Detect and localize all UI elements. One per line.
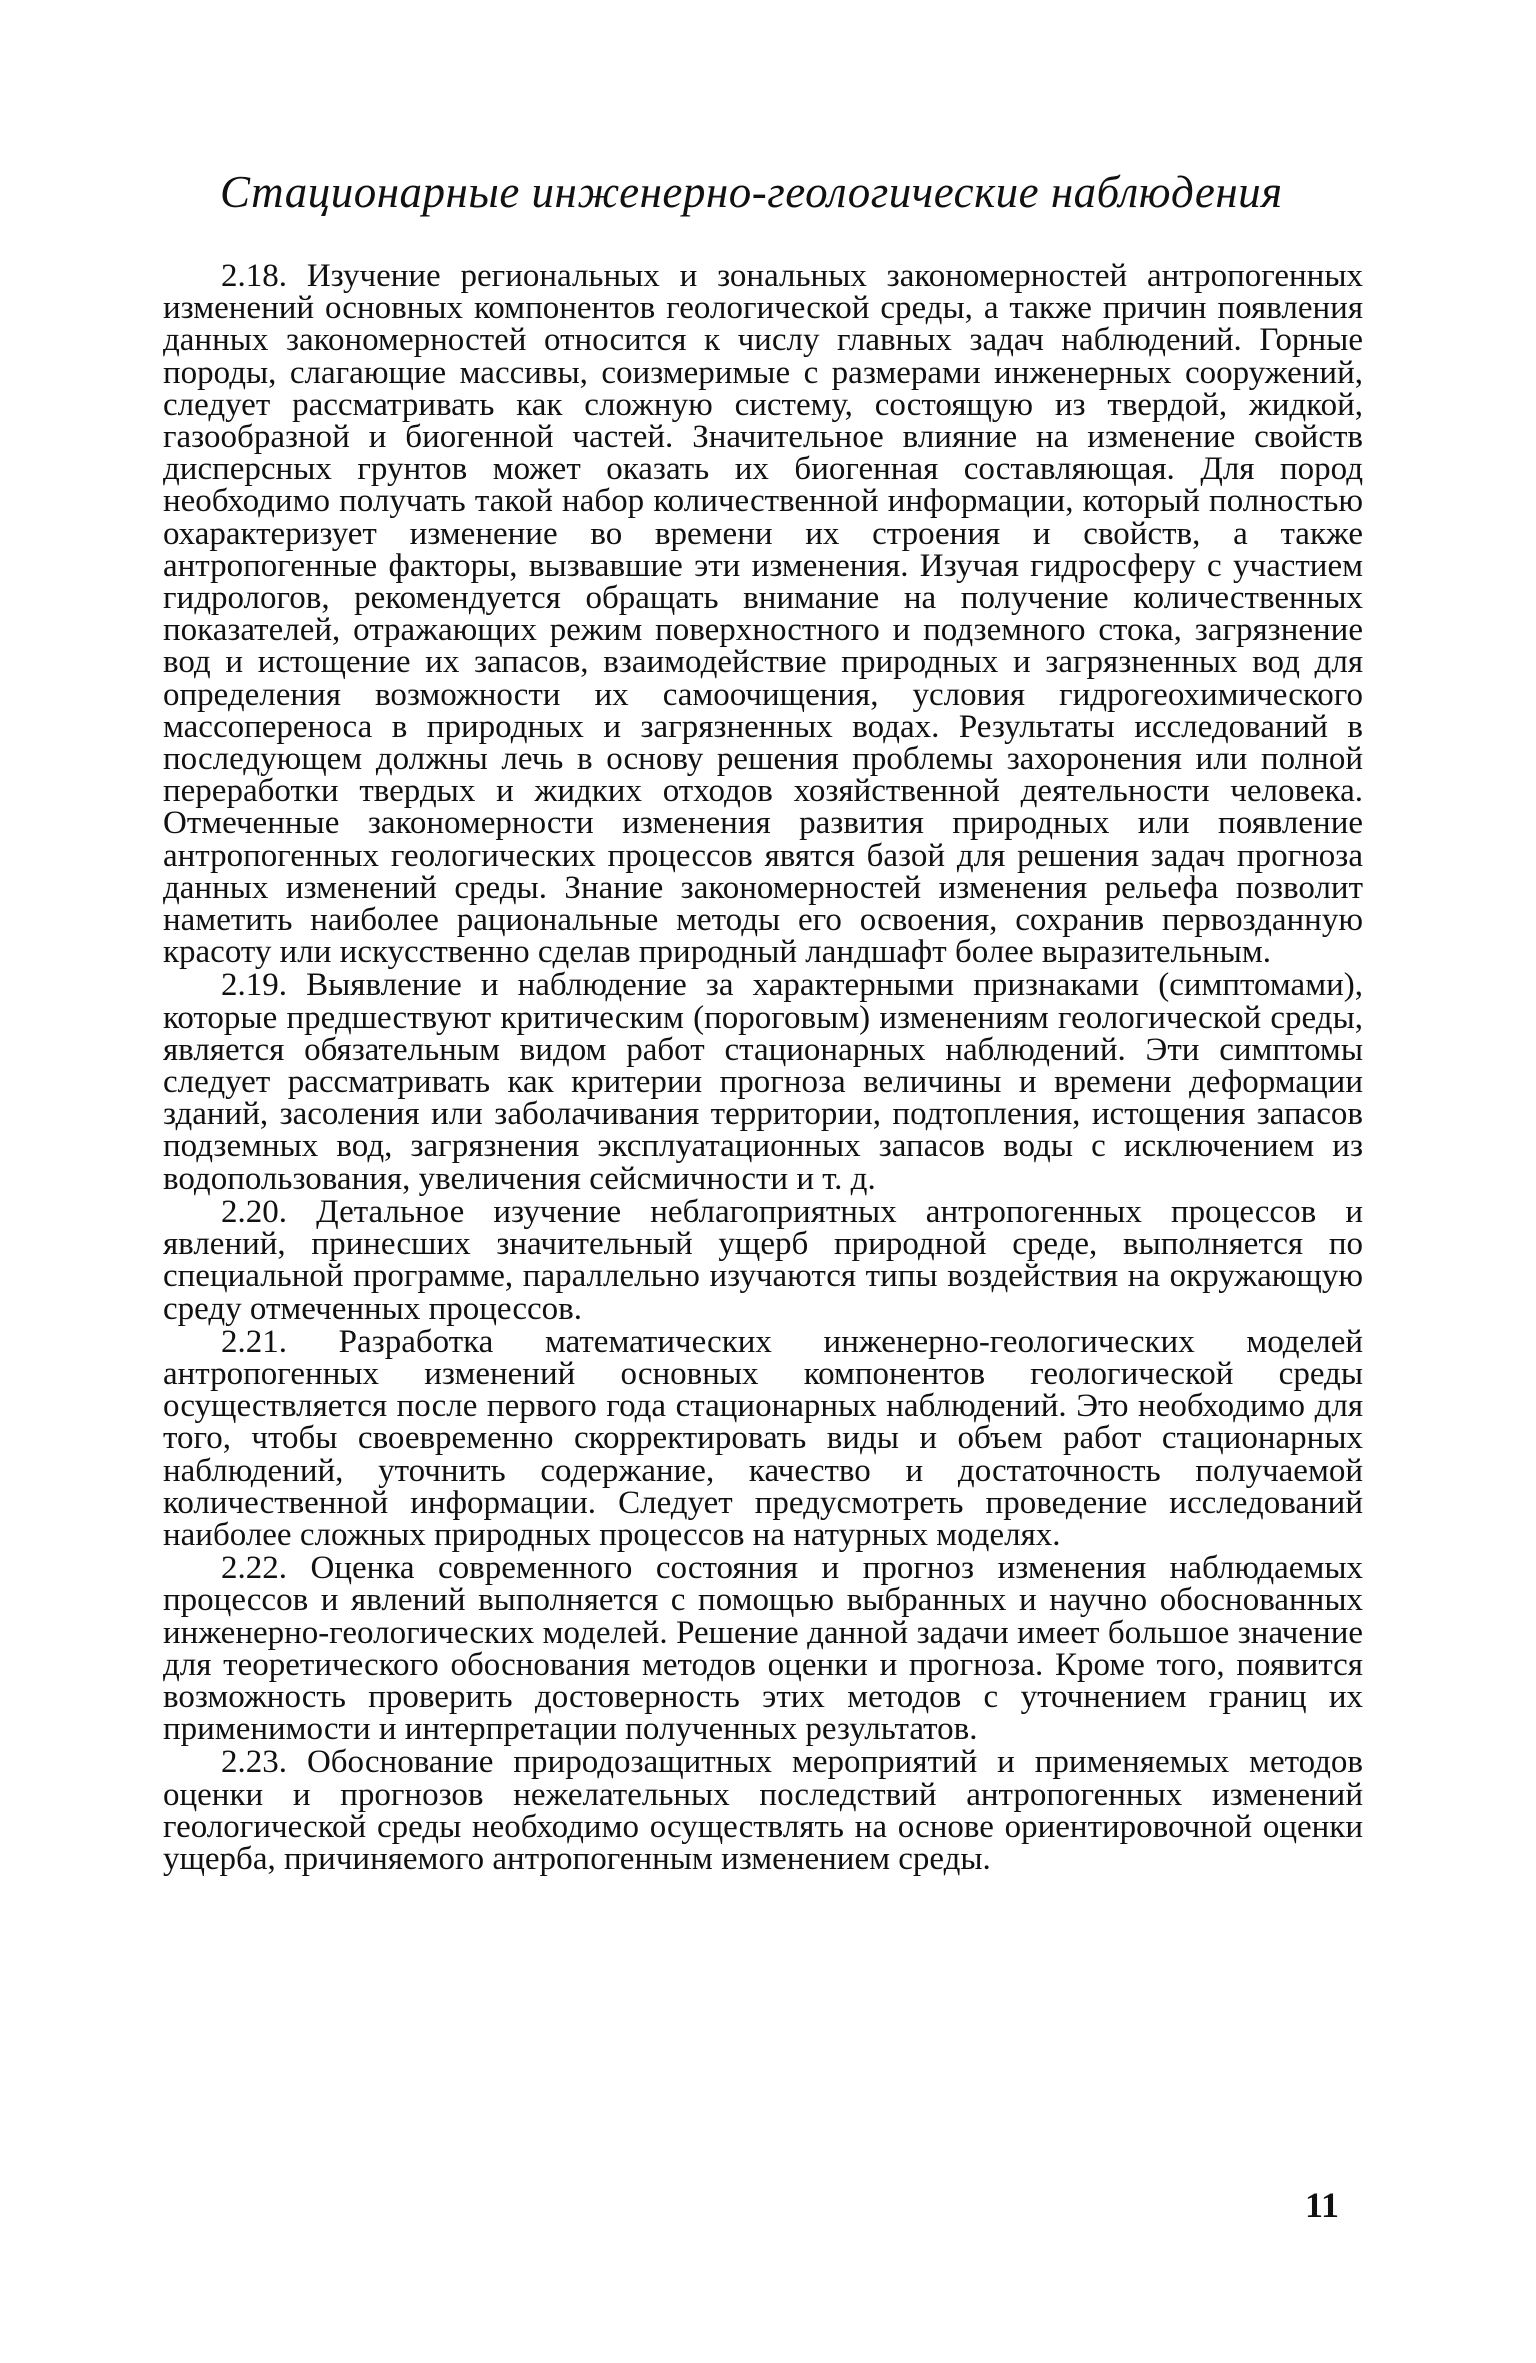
paragraph-number: 2.21. <box>221 1323 287 1360</box>
paragraph-2-21 <box>163 1323 1363 1553</box>
paragraph-number: 2.22. <box>221 1550 287 1587</box>
paragraph-2-20 <box>163 1193 1363 1327</box>
paragraph-number: 2.20. <box>221 1193 287 1230</box>
paragraph-2-18 <box>163 258 1363 971</box>
paragraph-text: Обоснование природозащитных мероприятий и применяемых методов оценки и прогнозов нежелательных последствий антропогенных изменений геологической среды необходимо осуществлять на основе ориентировочной оценки ущерба, причиняемого антропогенным изменением среды. <box>163 1744 1364 1877</box>
paragraph-text: Изучение региональных и зональных закономерностей антропогенных изменений основных компонентов геологической среды, а также причин появления данных закономерностей относится к числу главных задач наблюдений. Горные породы, слагающие массивы, соизмеримые с размерами инженерных сооружений, следует рассматривать как сложную систему, состоящую из твердой, жидкой, газообразной и биогенной частей. Значительное влияние на изменение свойств дисперсных грунтов может оказать их биогенная составляющая. Для пород необходимо получать такой набор количественной информации, который полностью охарактеризует изменение во времени их строения и свойств, а также антропогенные факторы, вызвавшие эти изменения. Изучая гидросферу с участием гидрологов, рекомендуется обращать внимание на получение количественных показателей, отражающих режим поверхностного и подземного стока, загрязнение вод и истощение их запасов, взаимодействие природных и загрязненных вод для определения возможности их самоочищения, условия гидрогеохимического массопереноса в природных и загрязненных водах. Результаты исследований в последующем должны лечь в основу решения проблемы захоронения или полной переработки твердых и жидких отходов хозяйственной деятельности человека. Отмеченные закономерности изменения развития природных или появление антропогенных геологических процессов явятся базой для решения задач прогноза данных изменений среды. Знание закономерностей изменения рельефа позволит наметить наиболее рациональные методы его освоения, сохранив первозданную красоту или искусственно сделав природный ландшафт более выразительным. <box>163 258 1363 971</box>
paragraph-text: Детальное изучение неблагоприятных антропогенных процессов и явлений, принесших значительный ущерб природной среде, выполняется по специальной программе, параллельно изучаются типы воздействия на окружающую среду отмеченных процессов. <box>163 1193 1363 1327</box>
paragraph-text: Оценка современного состояния и прогноз изменения наблюдаемых процессов и явлений выполняется с помощью выбранных и научно обоснованных инженерно-геологических моделей. Решение данной задачи имеет большое значение для теоретического обоснования методов оценки и прогноза. Кроме того, появится возможность проверить достоверность этих методов с уточнением границ их применимости и интерпретации полученных результатов. <box>163 1550 1364 1748</box>
paragraph-2-19 <box>163 967 1363 1197</box>
paragraph-number: 2.23. <box>221 1744 287 1781</box>
running-title: Стационарные инженерно-геологические наблюдения <box>220 167 1283 217</box>
paragraph-number: 2.18. <box>221 258 287 294</box>
paragraph-2-23 <box>163 1746 1363 1875</box>
paragraph-text: Выявление и наблюдение за характерными признаками (симптомами), которые предшествуют критическим (пороговым) изменениям геологической среды, является обязательным видом работ стационарных наблюдений. Эти симптомы следует рассматривать как критерии прогноза величины и времени деформации зданий, засоления или заболачивания территории, подтопления, истощения запасов подземных вод, загрязнения эксплуатационных запасов воды с исключением из водопользования, увеличения сейсмичности и т. д. <box>163 967 1363 1197</box>
page-number: 11 <box>1305 2185 1340 2225</box>
body-text <box>163 260 1363 1875</box>
paragraph-text: Разработка математических инженерно-геологических моделей антропогенных изменений основных компонентов геологической среды осуществляется после первого года стационарных наблюдений. Это необходимо для того, чтобы своевременно скорректировать виды и объем работ стационарных наблюдений, уточнить содержание, качество и достаточность получаемой количественной информации. Следует предусмотреть проведение исследований наиболее сложных природных процессов на натурных моделях. <box>163 1323 1363 1553</box>
paragraph-2-22 <box>163 1550 1364 1748</box>
paragraph-number: 2.19. <box>221 967 287 1004</box>
